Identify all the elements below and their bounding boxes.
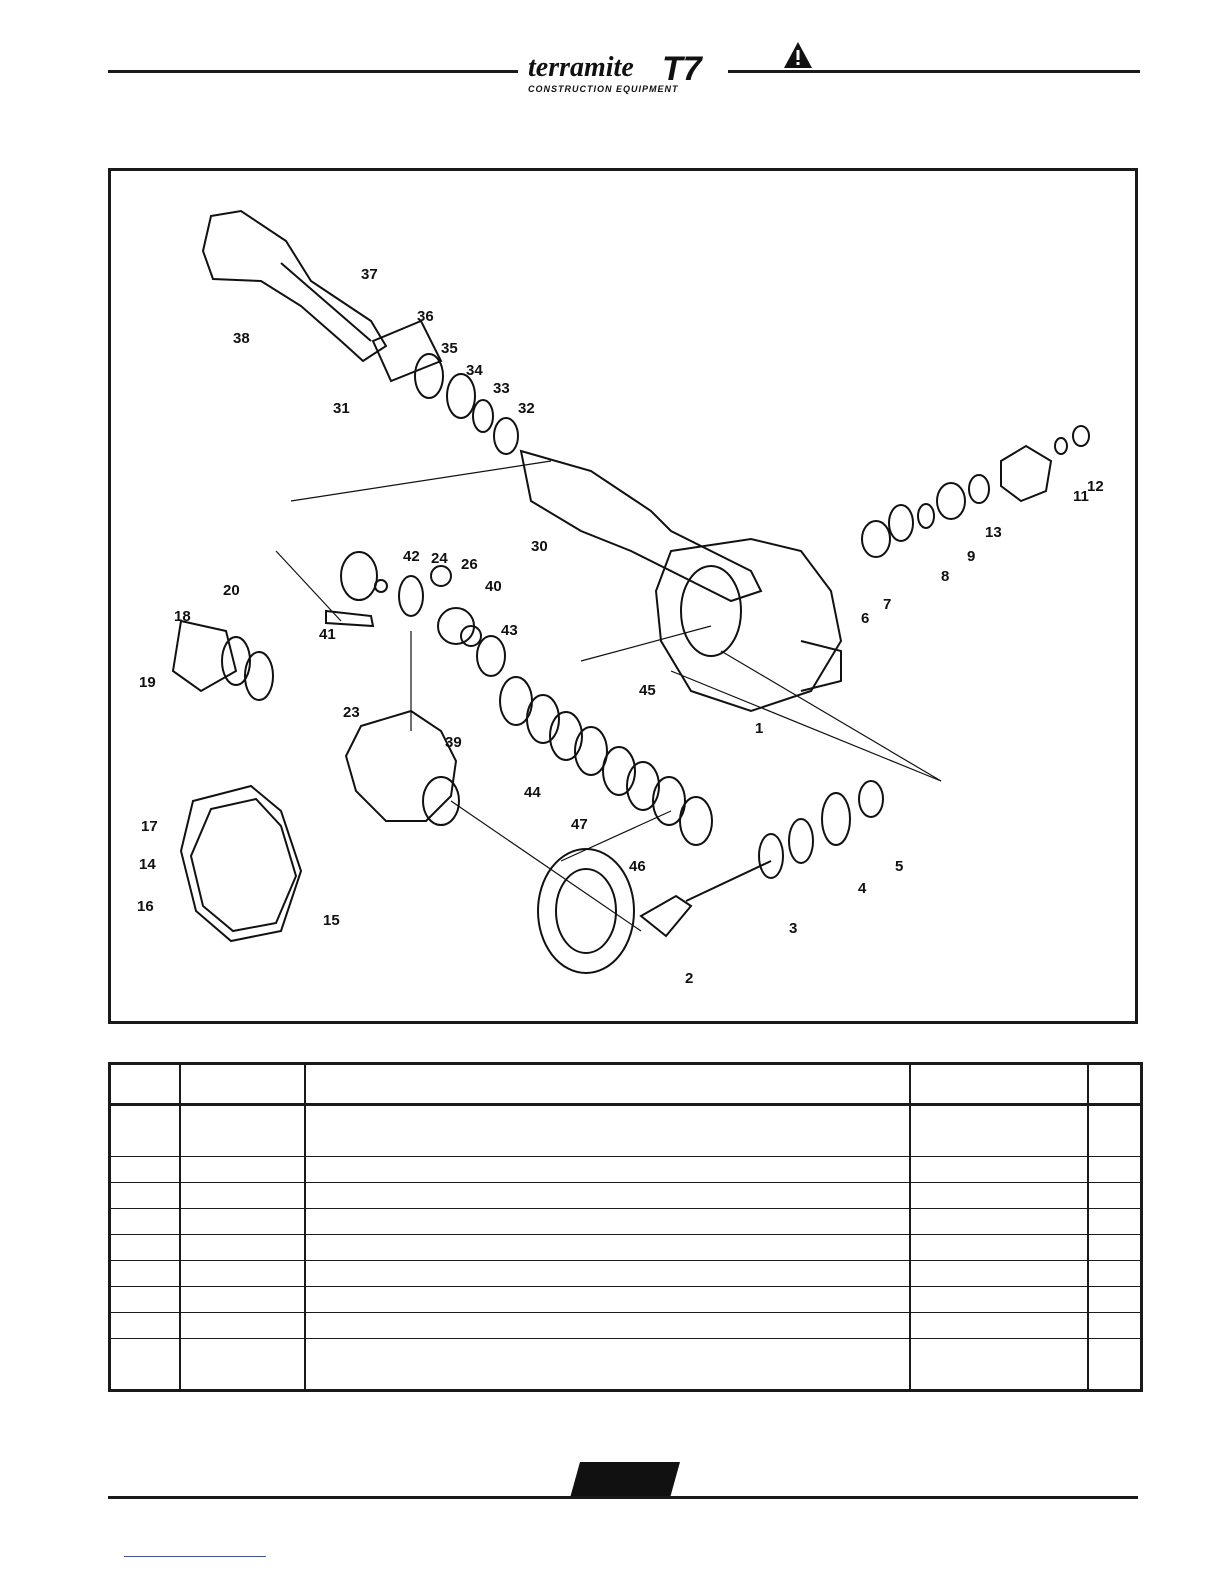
table-cell	[110, 1105, 180, 1157]
callout-9: 9	[967, 548, 976, 565]
table-cell	[110, 1261, 180, 1287]
callout-12: 12	[1087, 478, 1104, 495]
table-cell	[1088, 1313, 1142, 1339]
footer-link-underline[interactable]	[124, 1556, 266, 1557]
table-cell	[305, 1209, 910, 1235]
callout-36: 36	[417, 308, 434, 325]
callout-15: 15	[323, 912, 340, 929]
callout-44: 44	[524, 784, 541, 801]
table-row	[110, 1261, 1142, 1287]
callout-20: 20	[223, 582, 240, 599]
table-cell	[180, 1339, 305, 1391]
footer-rule	[108, 1496, 1138, 1499]
differential-case	[346, 711, 456, 821]
table-cell	[110, 1235, 180, 1261]
brand-mark: T7	[662, 50, 702, 88]
callout-labels	[137, 266, 1104, 987]
callout-17: 17	[141, 818, 158, 835]
callout-34: 34	[466, 362, 483, 379]
table-row	[110, 1287, 1142, 1313]
axle-housing	[521, 451, 761, 601]
table-cell	[910, 1287, 1088, 1313]
callout-30: 30	[531, 538, 548, 555]
callout-4: 4	[858, 880, 867, 897]
header-rule-right	[728, 70, 1140, 73]
table-cell	[910, 1313, 1088, 1339]
callout-14: 14	[139, 856, 156, 873]
table-cell	[1088, 1235, 1142, 1261]
table-cell	[180, 1209, 305, 1235]
callout-7: 7	[883, 596, 892, 613]
table-header-row	[110, 1064, 1142, 1105]
callout-5: 5	[895, 858, 904, 875]
callout-8: 8	[941, 568, 950, 585]
table-cell	[180, 1287, 305, 1313]
callout-41: 41	[319, 626, 336, 643]
callout-3: 3	[789, 920, 798, 937]
table-cell	[305, 1157, 910, 1183]
table-cell	[180, 1183, 305, 1209]
table-cell	[1088, 1157, 1142, 1183]
table-cell	[110, 1313, 180, 1339]
table-cell	[910, 1235, 1088, 1261]
axle-shaft	[203, 211, 386, 361]
table-cell	[910, 1183, 1088, 1209]
table-cell	[180, 1313, 305, 1339]
table-cell	[305, 1235, 910, 1261]
table-cell	[1088, 1261, 1142, 1287]
table-cell	[110, 1339, 180, 1391]
table-cell	[110, 1183, 180, 1209]
callout-6: 6	[861, 610, 870, 627]
table-cell	[110, 1287, 180, 1313]
differential-housing	[656, 539, 841, 711]
callout-38: 38	[233, 330, 250, 347]
callout-23: 23	[343, 704, 360, 721]
table-cell	[110, 1209, 180, 1235]
table-cell	[910, 1261, 1088, 1287]
table-cell	[305, 1261, 910, 1287]
callout-18: 18	[174, 608, 191, 625]
callout-45: 45	[639, 682, 656, 699]
col-header-part-no	[180, 1064, 305, 1105]
callout-43: 43	[501, 622, 518, 639]
col-header-item	[110, 1064, 180, 1105]
callout-16: 16	[137, 898, 154, 915]
warning-triangle-icon	[782, 40, 814, 70]
table-cell	[305, 1183, 910, 1209]
table-cell	[910, 1209, 1088, 1235]
callout-37: 37	[361, 266, 378, 283]
callout-33: 33	[493, 380, 510, 397]
brand-wordmark: terramite	[528, 52, 634, 83]
table-cell	[1088, 1287, 1142, 1313]
table-cell	[305, 1339, 910, 1391]
ring-gear	[538, 849, 634, 973]
table-row	[110, 1313, 1142, 1339]
table-cell	[305, 1287, 910, 1313]
axle-cover	[181, 786, 301, 941]
table-cell	[305, 1105, 910, 1157]
col-header-qty	[1088, 1064, 1142, 1105]
table-row	[110, 1209, 1142, 1235]
table-cell	[1088, 1105, 1142, 1157]
pinion-gear	[641, 896, 691, 936]
callout-1: 1	[755, 720, 764, 737]
callout-11: 11	[1073, 488, 1089, 505]
table-cell	[180, 1261, 305, 1287]
table-row	[110, 1157, 1142, 1183]
table-row	[110, 1339, 1142, 1391]
callout-2: 2	[685, 970, 694, 987]
table-cell	[305, 1313, 910, 1339]
table-row	[110, 1183, 1142, 1209]
callout-24: 24	[431, 550, 448, 567]
callout-40: 40	[485, 578, 502, 595]
table-cell	[1088, 1183, 1142, 1209]
callout-39: 39	[445, 734, 462, 751]
brand-subtitle: CONSTRUCTION EQUIPMENT	[528, 84, 679, 94]
table-cell	[180, 1235, 305, 1261]
table-cell	[180, 1105, 305, 1157]
col-header-note	[910, 1064, 1088, 1105]
page-number-tab	[570, 1462, 680, 1498]
terramite-logo	[520, 46, 720, 96]
callout-32: 32	[518, 400, 535, 417]
table-row	[110, 1235, 1142, 1261]
callout-19: 19	[139, 674, 156, 691]
col-header-description	[305, 1064, 910, 1105]
table-cell	[910, 1105, 1088, 1157]
callout-47: 47	[571, 816, 588, 833]
table-cell	[180, 1157, 305, 1183]
parts-table	[108, 1062, 1143, 1392]
table-cell	[1088, 1339, 1142, 1391]
table-cell	[1088, 1209, 1142, 1235]
diagram-canvas	[111, 171, 1138, 1024]
callout-31: 31	[333, 400, 350, 417]
callout-46: 46	[629, 858, 646, 875]
table-cell	[910, 1157, 1088, 1183]
table-row	[110, 1105, 1142, 1157]
header-rule-left	[108, 70, 518, 73]
callout-42: 42	[403, 548, 420, 565]
callout-35: 35	[441, 340, 458, 357]
bearing-cap	[173, 621, 236, 691]
callout-13: 13	[985, 524, 1002, 541]
exploded-axle-diagram	[108, 168, 1138, 1024]
table-cell	[110, 1157, 180, 1183]
callout-26: 26	[461, 556, 478, 573]
table-cell	[910, 1339, 1088, 1391]
